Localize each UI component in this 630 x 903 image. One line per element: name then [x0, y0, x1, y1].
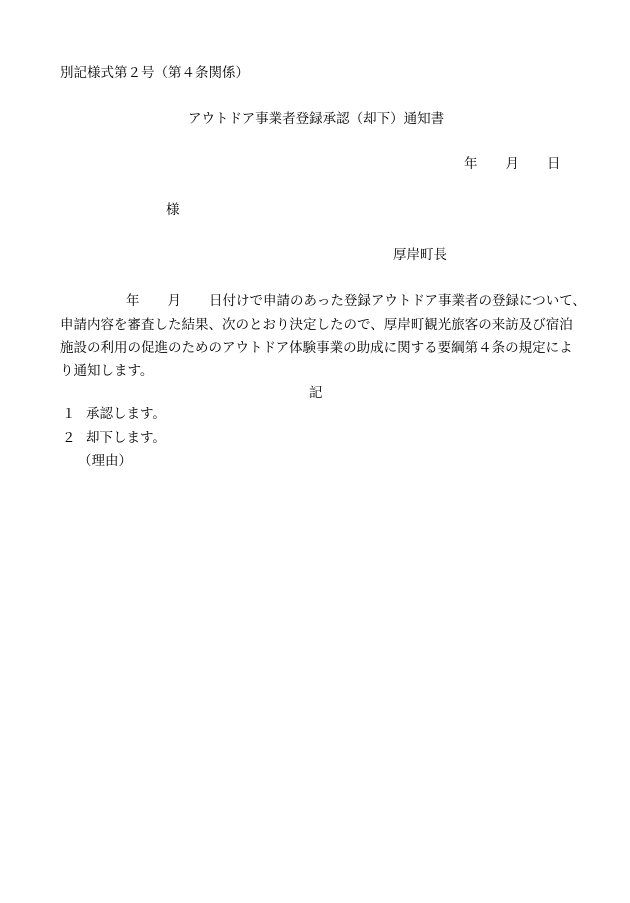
item-text: 却下します。	[86, 430, 166, 446]
body-line-4: り通知します。	[60, 363, 154, 379]
item-number: ２	[62, 430, 76, 446]
date-day-label: 日	[547, 156, 561, 172]
list-item	[62, 408, 166, 422]
list-item	[62, 432, 166, 446]
body-line-3: 施設の利用の促進のためのアウトドア体験事業の助成に関する要綱第４条の規定によ	[60, 340, 573, 356]
body-month-label: 月	[167, 293, 181, 309]
document-title: アウトドア事業者登録承認（却下）通知書	[188, 111, 445, 127]
body-line-1-text: 日付けで申請のあった登録アウトドア事業者の登録について、	[209, 293, 586, 309]
form-label: 別記様式第２号（第４条関係）	[60, 65, 249, 81]
addressee-suffix: 様	[166, 202, 180, 218]
date-month-label: 月	[505, 156, 519, 172]
sender-name: 厚岸町長	[393, 247, 447, 263]
item-number: １	[62, 406, 76, 422]
item-text: 承認します。	[86, 406, 166, 422]
body-line-1	[126, 295, 586, 309]
ki-heading: 記	[309, 385, 323, 401]
body-year-label: 年	[126, 293, 140, 309]
date-year-label: 年	[464, 156, 478, 172]
date-line	[464, 158, 561, 172]
reason-label: （理由）	[78, 453, 132, 469]
body-line-2: 申請内容を審査した結果、次のとおり決定したので、厚岸町観光旅客の来訪及び宿泊	[60, 317, 573, 333]
